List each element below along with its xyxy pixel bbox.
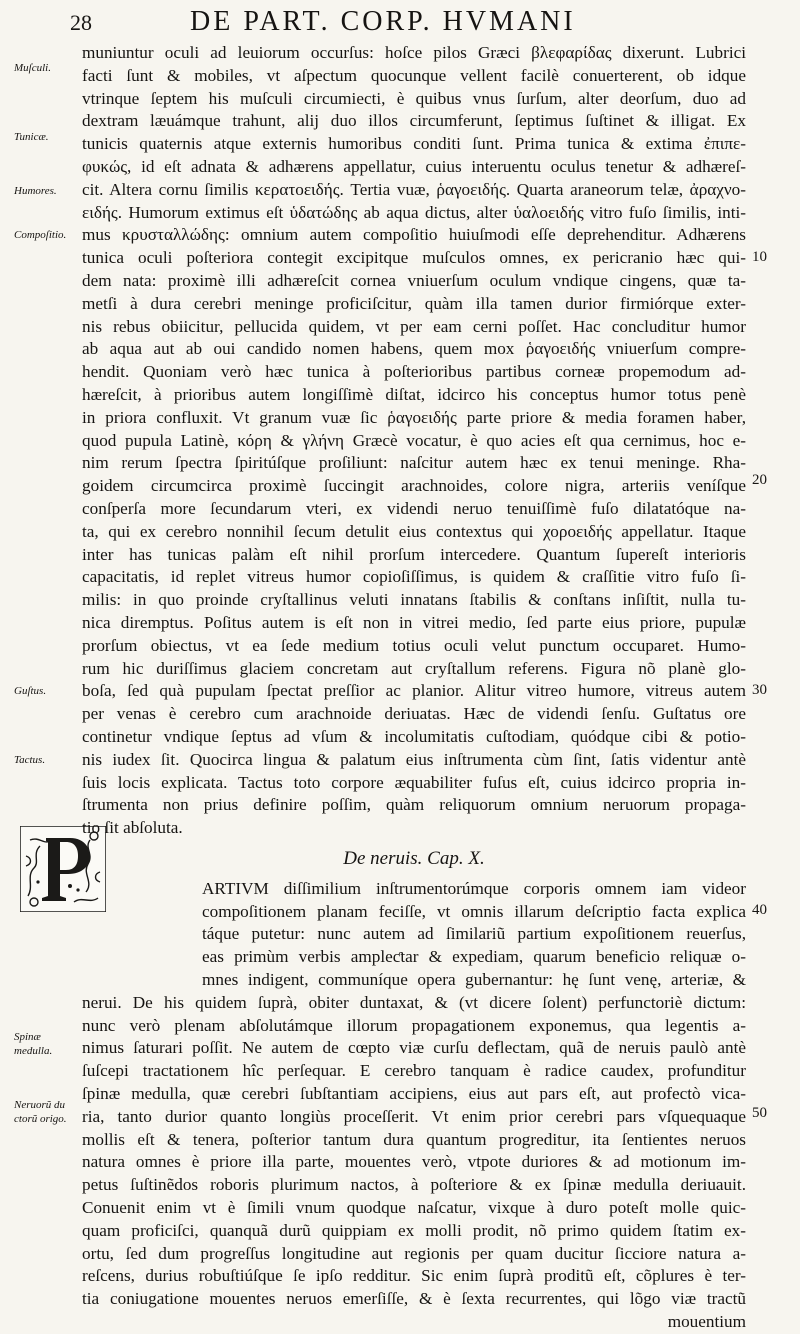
text-line: dem nata: proximè illi adhæreſcit cornea vniuerſum oculum vndique cingens, quæ ta- [82, 270, 746, 290]
text-line: cit. Altera cornu ſimilis κερατοειδής. Tertia vuæ, ῥαγοειδής. Quarta araneorum telæ, ἀραχνο- [82, 179, 746, 199]
text-body [82, 42, 746, 1334]
chapter-line: compoſitionem planam feciſſe, vt omnis illarum deſcriptio facta explica [202, 901, 746, 921]
margin-note: Tactus. [14, 754, 46, 766]
chapter-line: mnes indigent, communíque opera gubernantur: hę ſunt venę, arteriæ, & [202, 970, 746, 990]
chapter-line: nimus ſaturari poſſit. Ne autem de cœpto viæ curſu deflectam, quã de neruis paulò antè [82, 1038, 746, 1058]
margin-note: Spinæ medulla. [14, 1031, 53, 1057]
chapter-line: ria, tanto durior quanto longiùs proceſſerit. Vt enim prior cerebri pars vſquequaque [82, 1106, 746, 1126]
text-line: hendit. Quoniam verò hæc tunica à poſterioribus partibus corneæ propemodum ad- [82, 362, 746, 382]
chapter-line: ARTIVM diſſimilium inſtrumentorúmque corporis omnem iam videor [202, 878, 746, 898]
text-line: ta, qui ex cerebro nonnihil ſecum detulit eius contextus qui χοροειδής appellatur. Itaque [82, 521, 746, 541]
text-line: facti ſunt & mobiles, vt aſpectum quocunque vellent facilè conuerterent, ob idque [82, 65, 746, 85]
chapter-line: nerui. De his quidem ſuprà, obiter duntaxat, & (vt dicere ſolent) perfunctoriè dictum: [82, 992, 746, 1012]
text-line: φυκώς, id eſt adnata & adhærens appellatur, cuius interuentu oculus tenetur & adhæreſ- [82, 156, 746, 176]
text-line: boſa, ſed quà pupulam ſpectat preſſior ac planior. Alitur vitreo humore, vitreus autem [82, 681, 746, 701]
chapter-line: petus ſuſtinẽdos roboris plurimum nactos, à poſteriore & ex ſpinæ medulla deriuauit. [82, 1175, 746, 1195]
chapter-line: nunc verò plenam abſolutámque illorum propagationem exponemus, qua legentis a- [82, 1015, 746, 1035]
catchword: mouentium [667, 1312, 746, 1332]
text-line: per venas è cerebro cum arachnoide deriuatas. Hæc de videndi ſenſu. Guſtatus ore [82, 704, 746, 724]
text-line: tio ſit abſoluta. [82, 818, 183, 838]
text-line: conſperſa more ſecundarum vteri, ex videndi neruo tenuiſſimè fuſo dilatatóque na- [82, 498, 746, 518]
text-line: continetur vndique ſeptus ad vſum & incolumitatis cuſtodiam, quódque cibi & potio- [82, 726, 746, 746]
margin-note: Muſculi. [14, 62, 51, 74]
text-line: nis rebus obiicitur, pellucida quidem, vt per eam cerni poſſet. Hac concluditur humor [82, 316, 746, 336]
margin-note: Compoſitio. [14, 229, 67, 241]
chapter-line: mollis eſt & tenera, poſterior tantum dura quantum progreditur, ita ſentientes neruos [82, 1129, 746, 1149]
line-number: 40 [752, 902, 767, 918]
text-line: tunica oculi poſteriora contegit excipitque muſculos omnes, ex pericranio hæc qui- [82, 248, 746, 268]
chapter-line: ſpinæ medulla, quæ cerebri ſubſtantiam accipiens, eius aut pars eſt, aut profectò vica- [82, 1084, 746, 1104]
text-line: ſtrumenta non prius definire poſſim, quàm reliquorum omnium neruorum propaga- [82, 795, 746, 815]
text-line: vtrinque ſeptem his muſculi circumiecti, è quibus vnus ſurſum, alter deorſum, duo ad [82, 88, 746, 108]
text-line: goidem circumcirca proximè ſuccingit arachnoides, colore nigra, arteriis veníſque [82, 476, 746, 496]
text-line: inter has tunicas palàm eſt nihil prorſum intercedere. Quantum ſupereſt interioris [82, 544, 746, 564]
text-line: nis iudex ſit. Quocirca lingua & palatum eius inſtrumenta cùm ſint, ſatis videntur antè [82, 749, 746, 769]
running-title: DE PART. CORP. HVMANI [190, 6, 576, 37]
text-line: rum hic duriſſimus glaciem concretam aut cryſtallum referens. Figura nõ planè glo- [82, 658, 746, 678]
margin-note: Neruorũ du ctorũ origo. [14, 1099, 67, 1125]
chapter-line: ortu, ſed dum progreſſus longitudine aut regionis per quam ducitur ſicciore natura a- [82, 1243, 746, 1263]
text-line: nica diremptus. Poſitus autem is eſt non in vitrei medio, ſed parte eius priore, pupulæ [82, 612, 746, 632]
chapter-line: táque putetur: nunc autem ad ſimilariũ partium expoſitionem reuerſus, [202, 924, 746, 944]
text-line: muniuntur oculi ad leuiorum occurſus: hoſce pilos Græci βλεφαρίδας dixerunt. Lubrici [82, 43, 746, 62]
line-number: 50 [752, 1105, 767, 1121]
chapter-line: Conuenit enim vt è ſimili vnum quodque naſcatur, vixque à duro poteſt molle quic- [82, 1198, 746, 1218]
line-number: 10 [752, 249, 767, 265]
text-line: milis: in quo proinde cryſtallinus veluti innatans ſtabilis & conſtans inſiſtit, nulla tu- [82, 590, 746, 610]
chapter-line: natura omnes è priore illa parte, mouentes verò, vtpote duriores & ad motionum im- [82, 1152, 746, 1172]
text-line: nim rerum ſpectra ſpiritúſque proſiliunt: naſcitur autem hæc ex tenui meninge. Rha- [82, 453, 746, 473]
text-line: mus κρυσταλλώδης: omnium autem compoſitio huiuſmodi eſſe deprehenditur. Adhærens [82, 225, 746, 245]
chapter-line: tia coniugatione mouentes neruos emerſiſſe, & è ſexta recurrentes, qui lõgo viæ tractũ [82, 1289, 746, 1309]
page-header [70, 6, 760, 42]
text-line: prorſum obiectus, vt ea ſede medium totius oculi velut punctum occuparet. Humo- [82, 635, 746, 655]
chapter-title: De neruis. Cap. X. [343, 847, 485, 869]
text-line: tunicis quaternis atque externis humoribus conditi ſunt. Prima tunica & extima ἐπιπε- [82, 134, 746, 154]
line-number: 30 [752, 682, 767, 698]
text-line: dextram læuámque trahunt, alij duo illos circumferunt, ſeptimus ſuſtinet & illigat. Ex [82, 111, 746, 131]
margin-note: Humores. [14, 185, 57, 197]
chapter-line: quam proficiſci, quanquã durũ quippiam ex molli prodit, nõ primo quidem ſtatim ex- [82, 1220, 746, 1240]
line-number: 20 [752, 472, 767, 488]
chapter-line: reſcens, durius robuſtiúſque ſe ipſo redditur. Sic enim ſuprà proditũ eſt, cõplures è ter- [82, 1266, 746, 1286]
page-number: 28 [70, 10, 92, 35]
text-line: hæreſcit, à prioribus autem longiſſimè diſtat, idcirco his conceptus humor totus penè [82, 384, 746, 404]
text-line: ab aqua aut ab oui candido nomen habens, quem mox ῥαγοειδής vniuerſum compre- [82, 339, 746, 359]
text-line: ſuis locis explicata. Tactus toto corpore æquabiliter fuſus eſt, cuius idcirco propria in- [82, 772, 746, 792]
margin-note: Guſtus. [14, 685, 47, 697]
text-line: ειδής. Humorum extimus eſt ὑδατώδης ab aqua dictus, alter ὑαλοειδής vitro fuſo ſimilis, inti- [82, 202, 746, 222]
chapter-line: ſuſcepi tractationem hîc perſequar. E cerebro tanquam è radice caudex, profunditur [82, 1061, 746, 1081]
margin-note: Tunicæ. [14, 131, 49, 143]
text-line: metſi à dura cerebri meninge proficiſcitur, quàm illa tamen durior firmiórque exter- [82, 293, 746, 313]
chapter-line: eas primùm verbis ampleƈtar & expediam, quarum beneficio reliquæ o- [202, 947, 746, 967]
text-line: in priora confluxit. Vt granum vuæ ſic ῥαγοειδής parte priore & media foramen haber, [82, 407, 746, 427]
text-line: capacitatis, id replet vitreus humor copioſiſſimus, is quidem & craſſitie vitro fuſo ſi- [82, 567, 746, 587]
text-line: quod pupula Latinè, κόρη & γλήνη Græcè vocatur, è quo acies eſt qua cernimus, hoc e- [82, 430, 746, 450]
